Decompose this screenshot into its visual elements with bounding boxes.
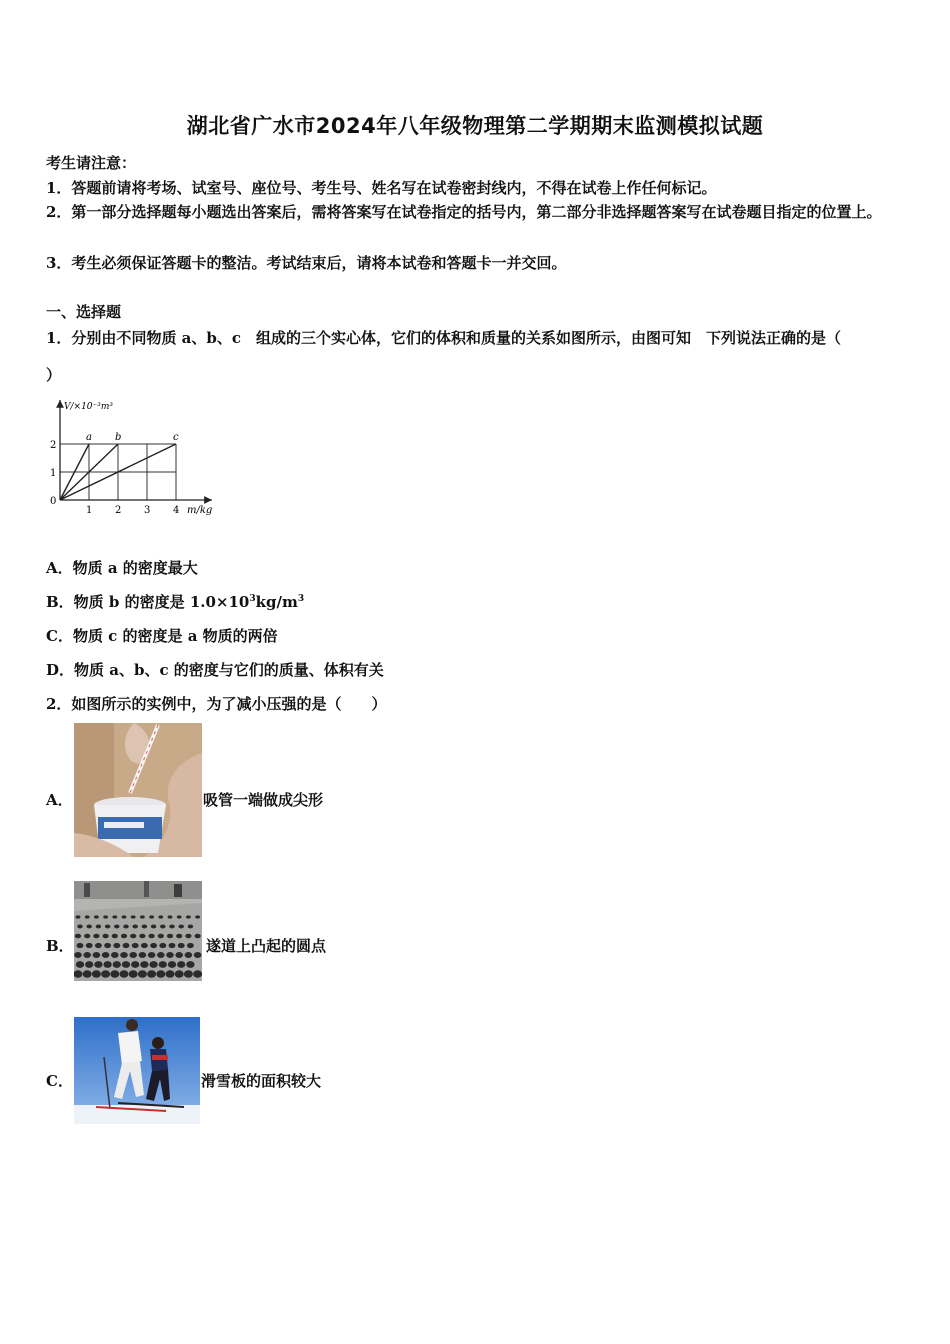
paving-dot <box>158 915 163 918</box>
paving-dot <box>159 961 167 968</box>
paving-dot <box>160 925 166 929</box>
x-tick-label: 1 <box>86 505 93 516</box>
paving-dot <box>187 943 194 948</box>
paving-dot <box>186 961 194 968</box>
x-axis-label: m/kg <box>187 505 213 516</box>
paving-dot <box>141 943 148 948</box>
series-label-a: a <box>86 432 92 443</box>
paving-dot <box>151 925 157 929</box>
paving-dot <box>77 925 83 929</box>
question-2-stem: 2．如图所示的实例中，为了减小压强的是（ ） <box>46 695 387 713</box>
paving-dot <box>76 961 84 968</box>
paving-dot <box>166 952 174 958</box>
paving-dot <box>101 970 110 977</box>
paving-dot <box>168 915 173 918</box>
paving-dot <box>76 915 81 918</box>
notice-item-3: 3．考生必须保证答题卡的整洁。考试结束后，请将本试卷和答题卡一并交回。 <box>46 254 567 272</box>
paving-dot <box>131 961 139 968</box>
paving-dot <box>77 943 84 948</box>
paving-dot <box>112 934 118 939</box>
paving-dot <box>140 915 145 918</box>
paving-dot <box>122 915 127 918</box>
paving-dot <box>177 915 182 918</box>
paving-dot <box>83 970 92 977</box>
paving-dot <box>111 952 119 958</box>
paving-dot <box>102 952 110 958</box>
paving-dot <box>103 961 111 968</box>
origin-label: 0 <box>50 496 57 507</box>
paving-dot <box>175 970 184 977</box>
paving-dot <box>85 961 93 968</box>
paving-dot <box>138 970 147 977</box>
paving-dot <box>93 952 101 958</box>
page-title: 湖北省广水市2024年八年级物理第二学期期末监测模拟试题 <box>186 114 764 138</box>
paving-dot <box>185 934 191 939</box>
paving-dot <box>147 970 156 977</box>
skiing-photo <box>74 1017 200 1124</box>
series-label-c: c <box>173 432 179 443</box>
paving-dot <box>167 934 173 939</box>
paving-dot <box>195 915 200 918</box>
q1-option-c: C．物质 c 的密度是 a 物质的两倍 <box>46 627 278 645</box>
paving-dot <box>140 961 148 968</box>
paving-dot <box>139 952 147 958</box>
paving-dot <box>158 934 164 939</box>
question-1-stem: 1．分别由不同物质 a、b、c 组成的三个实心体，它们的体积和质量的关系如图所示，由图可知 下列说法正确的是（ <box>46 329 842 347</box>
paving-dot <box>159 943 166 948</box>
paving-dot <box>157 952 165 958</box>
paving-dot <box>188 925 194 929</box>
paving-dot <box>93 934 99 939</box>
x-tick-label: 3 <box>144 505 151 516</box>
paving-dot <box>130 934 136 939</box>
paving-dot <box>103 934 109 939</box>
notice-heading: 考生请注意： <box>46 154 137 172</box>
q2-option-c-text: 滑雪板的面积较大 <box>201 1072 322 1090</box>
paving-dot <box>178 925 184 929</box>
volume-mass-chart <box>44 394 224 520</box>
paving-dot <box>149 915 154 918</box>
paving-dot <box>184 970 193 977</box>
paving-dot <box>142 925 148 929</box>
paving-dot <box>75 934 81 939</box>
x-tick-label: 2 <box>115 505 122 516</box>
paving-dot <box>132 925 138 929</box>
q2-option-c-letter: C． <box>46 1072 73 1090</box>
paving-dot <box>175 952 183 958</box>
paving-dot <box>149 961 157 968</box>
q2-option-a-text: 吸管一端做成尖形 <box>203 791 324 809</box>
q2-option-b-letter: B． <box>46 937 74 955</box>
paving-dot <box>176 934 182 939</box>
paving-dot <box>86 943 93 948</box>
paving-dot <box>103 915 108 918</box>
paving-dot <box>132 943 139 948</box>
paving-dot <box>112 915 117 918</box>
paving-dot <box>131 915 136 918</box>
paving-dot <box>95 943 102 948</box>
paving-dot <box>120 970 129 977</box>
paving-dot <box>149 934 155 939</box>
y-tick-label: 1 <box>50 468 57 479</box>
question-1-stem-end: ） <box>46 366 62 384</box>
paving-dot <box>168 961 176 968</box>
paving-dot <box>96 925 102 929</box>
paving-dot <box>84 934 90 939</box>
paving-dot <box>194 952 202 958</box>
paving-dot <box>156 970 165 977</box>
paving-dot <box>193 970 202 977</box>
straw-photo <box>74 723 202 857</box>
paving-dot <box>150 943 157 948</box>
paving-dot <box>86 925 92 929</box>
paving-dot <box>114 925 120 929</box>
paving-dot <box>186 915 191 918</box>
paving-dot <box>94 961 102 968</box>
paving-dot <box>122 961 130 968</box>
paving-dot <box>85 915 90 918</box>
paving-dot <box>123 943 130 948</box>
paving-dot <box>139 934 145 939</box>
paving-dot <box>74 952 82 958</box>
paving-dot <box>169 943 176 948</box>
paving-dot <box>104 943 111 948</box>
paving-dot <box>113 943 120 948</box>
notice-item-2: 2．第一部分选择题每小题选出答案后，需将答案写在试卷指定的括号内，第二部分非选择题答案写在试卷题目指定的位置上。 <box>46 203 882 221</box>
paving-dot <box>129 952 137 958</box>
paving-dot <box>195 934 201 939</box>
paving-dot <box>178 943 185 948</box>
series-label-b: b <box>115 432 122 443</box>
paving-dot <box>83 952 91 958</box>
q1-option-b: B．物质 b 的密度是 $1.0\times 10^3kg/m^3$ <box>46 593 305 611</box>
paving-dot <box>169 925 175 929</box>
paving-dot <box>94 915 99 918</box>
paving-dot <box>129 970 138 977</box>
paving-dot <box>123 925 129 929</box>
paving-dot <box>185 952 193 958</box>
paving-dot <box>92 970 101 977</box>
y-axis-label: V/×10⁻³m³ <box>64 402 114 412</box>
paving-dot <box>166 970 175 977</box>
paving-dot <box>105 925 111 929</box>
y-tick-label: 2 <box>50 440 57 451</box>
notice-item-1: 1．答题前请将考场、试室号、座位号、考生号、姓名写在试卷密封线内，不得在试卷上作任何标记。 <box>46 179 717 197</box>
paving-dot <box>177 961 185 968</box>
paving-dot <box>121 934 127 939</box>
q2-option-b-text: 遂道上凸起的圆点 <box>206 937 327 955</box>
x-tick-label: 4 <box>173 505 180 516</box>
paving-dot <box>110 970 119 977</box>
q1-option-d: D．物质 a、b、c 的密度与它们的质量、体积有关 <box>46 661 384 679</box>
paving-dot <box>113 961 121 968</box>
q1-option-a: A．物质 a 的密度最大 <box>46 559 198 577</box>
tactile-paving-photo <box>74 881 202 981</box>
paving-dot <box>148 952 156 958</box>
q2-option-a-letter: A． <box>46 791 73 809</box>
section-heading: 一、选择题 <box>46 303 122 321</box>
paving-dot <box>120 952 128 958</box>
